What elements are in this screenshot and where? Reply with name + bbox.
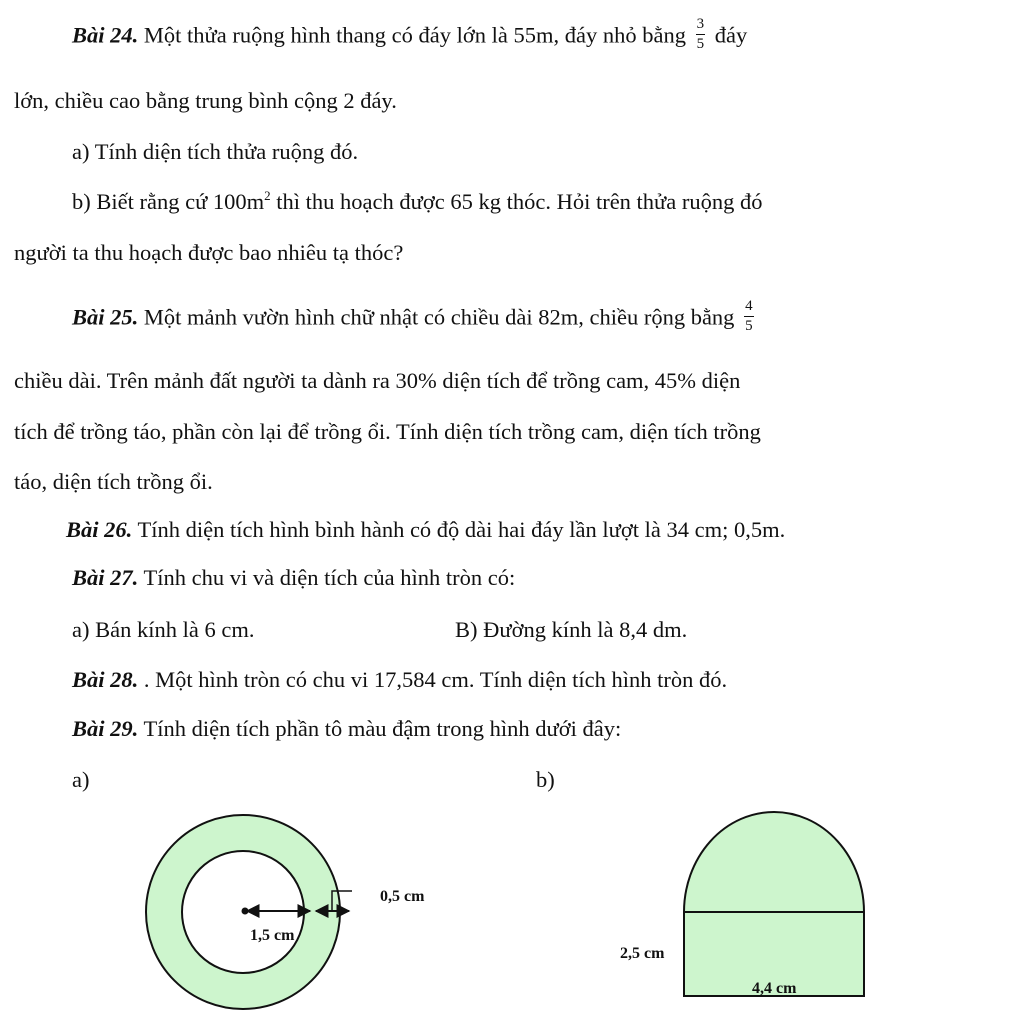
arch-shape <box>684 812 864 996</box>
b24-frac-num: 3 <box>696 17 706 35</box>
b27-label: Bài 27. <box>72 565 139 590</box>
b25-line2: chiều dài. Trên mảnh đất người ta dành ra 30% diện tích để trồng cam, 45% diện <box>14 368 741 393</box>
arch-height-label: 2,5 cm <box>620 945 665 962</box>
ring-figure <box>146 815 425 1009</box>
ring-inner-label: 1,5 cm <box>250 927 295 944</box>
b25-label: Bài 25. <box>72 304 139 330</box>
b27-text: Tính chu vi và diện tích của hình tròn có: <box>143 565 516 590</box>
b24-line1-end: đáy <box>714 22 748 48</box>
b24-label: Bài 24. <box>72 22 139 48</box>
b24-part-b-pre: b) Biết rằng cứ 100m <box>72 189 265 214</box>
b25-line4: táo, diện tích trồng ổi. <box>14 469 213 494</box>
b25-frac-den: 5 <box>745 318 753 334</box>
ring-outer-label: 0,5 cm <box>380 888 425 905</box>
arch-width-label: 4,4 cm <box>752 980 797 997</box>
b24-line1-text: Một thửa ruộng hình thang có đáy lớn là 55m, đáy nhỏ bằng <box>143 22 687 48</box>
b28-label: Bài 28. <box>72 667 139 692</box>
b29-part-b-label: b) <box>536 767 555 792</box>
b25-line1-text: Một mảnh vườn hình chữ nhật có chiều dài 82m, chiều rộng bằng <box>143 304 735 330</box>
b26-text: Tính diện tích hình bình hành có độ dài hai đáy lần lượt là 34 cm; 0,5m. <box>137 517 786 542</box>
b24-part-b-post: thì thu hoạch được 65 kg thóc. Hỏi trên thửa ruộng đó <box>270 189 763 214</box>
b25-frac-num: 4 <box>744 299 754 317</box>
b26-label: Bài 26. <box>66 517 133 542</box>
b27-part-b: B) Đường kính là 8,4 dm. <box>455 617 688 642</box>
b29-part-a-label: a) <box>72 767 90 792</box>
b24-frac-den: 5 <box>696 36 705 52</box>
b29-text: Tính diện tích phần tô màu đậm trong hình dưới đây: <box>143 716 622 741</box>
b24-line2: lớn, chiều cao bằng trung bình cộng 2 đáy. <box>14 88 397 113</box>
b25-line3: tích để trồng táo, phần còn lại để trồng ổi. Tính diện tích trồng cam, diện tích trồng <box>14 419 761 444</box>
arch-figure <box>620 812 864 997</box>
b27-part-a: a) Bán kính là 6 cm. <box>72 617 255 642</box>
b24-part-b-sup: 2 <box>264 188 271 203</box>
b24-part-a: a) Tính diện tích thửa ruộng đó. <box>72 139 359 164</box>
b28-text: . Một hình tròn có chu vi 17,584 cm. Tính diện tích hình tròn đó. <box>143 667 728 692</box>
b24-part-b-line2: người ta thu hoạch được bao nhiêu tạ thóc? <box>14 240 404 265</box>
b29-label: Bài 29. <box>72 716 139 741</box>
